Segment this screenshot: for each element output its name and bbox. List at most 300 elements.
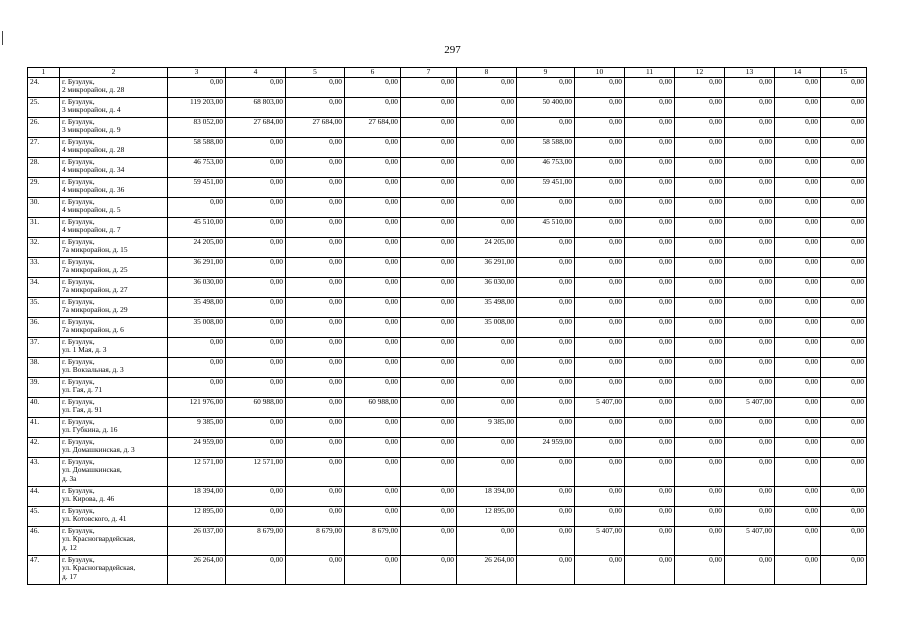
address-line: ул. Губкина, д. 16 bbox=[62, 425, 118, 435]
value-cell: 0,00 bbox=[517, 486, 575, 506]
value-cell: 0,00 bbox=[168, 197, 226, 217]
value-cell: 12 571,00 bbox=[168, 457, 226, 486]
value-cell: 0,00 bbox=[725, 197, 775, 217]
value-cell: 0,00 bbox=[401, 97, 457, 117]
value-cell: 0,00 bbox=[401, 197, 457, 217]
value-cell: 0,00 bbox=[517, 317, 575, 337]
value-cell: 0,00 bbox=[725, 337, 775, 357]
value-cell: 0,00 bbox=[575, 297, 625, 317]
value-cell: 0,00 bbox=[675, 157, 725, 177]
value-cell: 0,00 bbox=[625, 277, 675, 297]
value-cell: 0,00 bbox=[226, 506, 286, 526]
address-cell bbox=[60, 357, 168, 377]
address-line: г. Бузулук, bbox=[62, 97, 95, 106]
value-cell: 0,00 bbox=[457, 357, 517, 377]
value-cell: 0,00 bbox=[575, 157, 625, 177]
value-cell: 0,00 bbox=[821, 77, 867, 97]
address-line: г. Бузулук, bbox=[62, 526, 95, 535]
value-cell: 68 803,00 bbox=[226, 97, 286, 117]
value-cell: 0,00 bbox=[675, 97, 725, 117]
row-number: 41. bbox=[28, 417, 60, 437]
value-cell: 0,00 bbox=[775, 417, 821, 437]
value-cell: 0,00 bbox=[625, 117, 675, 137]
row-number: 36. bbox=[28, 317, 60, 337]
value-cell: 0,00 bbox=[286, 297, 345, 317]
value-cell: 0,00 bbox=[575, 117, 625, 137]
address-line: ул. Гая, д. 71 bbox=[62, 385, 103, 395]
table-row bbox=[28, 117, 867, 137]
table-row bbox=[28, 277, 867, 297]
value-cell: 0,00 bbox=[575, 377, 625, 397]
value-cell: 0,00 bbox=[675, 417, 725, 437]
value-cell: 0,00 bbox=[345, 457, 401, 486]
value-cell: 0,00 bbox=[775, 297, 821, 317]
address-line: г. Бузулук, bbox=[62, 437, 95, 446]
value-cell: 0,00 bbox=[517, 397, 575, 417]
value-cell: 0,00 bbox=[345, 297, 401, 317]
value-cell: 0,00 bbox=[345, 197, 401, 217]
value-cell: 0,00 bbox=[575, 217, 625, 237]
value-cell: 24 205,00 bbox=[457, 237, 517, 257]
value-cell: 0,00 bbox=[457, 337, 517, 357]
value-cell: 0,00 bbox=[286, 417, 345, 437]
address-line: г. Бузулук, bbox=[62, 237, 95, 246]
value-cell: 0,00 bbox=[345, 177, 401, 197]
address-line: г. Бузулук, bbox=[62, 337, 95, 346]
value-cell: 0,00 bbox=[286, 377, 345, 397]
address-cell bbox=[60, 317, 168, 337]
value-cell: 0,00 bbox=[625, 437, 675, 457]
value-cell: 0,00 bbox=[345, 97, 401, 117]
row-number: 29. bbox=[28, 177, 60, 197]
value-cell: 26 264,00 bbox=[457, 555, 517, 584]
table-row bbox=[28, 237, 867, 257]
value-cell: 0,00 bbox=[226, 237, 286, 257]
value-cell: 0,00 bbox=[345, 337, 401, 357]
address-line: г. Бузулук, bbox=[62, 137, 95, 146]
row-number: 37. bbox=[28, 337, 60, 357]
value-cell: 0,00 bbox=[725, 377, 775, 397]
address-cell bbox=[60, 457, 168, 486]
value-cell: 0,00 bbox=[457, 457, 517, 486]
value-cell: 0,00 bbox=[625, 297, 675, 317]
address-cell bbox=[60, 377, 168, 397]
value-cell: 0,00 bbox=[725, 277, 775, 297]
value-cell: 0,00 bbox=[226, 277, 286, 297]
value-cell: 0,00 bbox=[286, 237, 345, 257]
value-cell: 0,00 bbox=[517, 457, 575, 486]
value-cell: 0,00 bbox=[345, 486, 401, 506]
address-line: д. 17 bbox=[62, 571, 77, 581]
value-cell: 0,00 bbox=[401, 397, 457, 417]
value-cell: 60 988,00 bbox=[345, 397, 401, 417]
value-cell: 0,00 bbox=[575, 277, 625, 297]
value-cell: 0,00 bbox=[517, 257, 575, 277]
address-cell bbox=[60, 277, 168, 297]
value-cell: 0,00 bbox=[725, 237, 775, 257]
value-cell: 0,00 bbox=[286, 506, 345, 526]
value-cell: 0,00 bbox=[168, 77, 226, 97]
value-cell: 24 959,00 bbox=[517, 437, 575, 457]
value-cell: 0,00 bbox=[226, 77, 286, 97]
value-cell: 0,00 bbox=[286, 217, 345, 237]
value-cell: 0,00 bbox=[675, 257, 725, 277]
value-cell: 0,00 bbox=[725, 417, 775, 437]
value-cell: 0,00 bbox=[286, 277, 345, 297]
value-cell: 0,00 bbox=[821, 97, 867, 117]
row-number: 39. bbox=[28, 377, 60, 397]
value-cell: 5 407,00 bbox=[725, 397, 775, 417]
table-row bbox=[28, 357, 867, 377]
address-line: г. Бузулук, bbox=[62, 217, 95, 226]
value-cell: 0,00 bbox=[725, 77, 775, 97]
value-cell: 0,00 bbox=[821, 197, 867, 217]
value-cell: 0,00 bbox=[345, 555, 401, 584]
value-cell: 0,00 bbox=[725, 117, 775, 137]
value-cell: 0,00 bbox=[575, 77, 625, 97]
value-cell: 0,00 bbox=[675, 217, 725, 237]
table-row bbox=[28, 77, 867, 97]
value-cell: 0,00 bbox=[725, 97, 775, 117]
value-cell: 35 498,00 bbox=[168, 297, 226, 317]
value-cell: 0,00 bbox=[625, 377, 675, 397]
address-cell bbox=[60, 177, 168, 197]
address-cell bbox=[60, 137, 168, 157]
value-cell: 8 679,00 bbox=[345, 526, 401, 555]
table-row bbox=[28, 137, 867, 157]
value-cell: 0,00 bbox=[286, 337, 345, 357]
row-number: 28. bbox=[28, 157, 60, 177]
value-cell: 0,00 bbox=[517, 526, 575, 555]
address-cell bbox=[60, 337, 168, 357]
table-row bbox=[28, 486, 867, 506]
value-cell: 0,00 bbox=[821, 157, 867, 177]
column-header: 1 bbox=[28, 68, 60, 78]
page-number: 297 bbox=[444, 44, 461, 56]
value-cell: 0,00 bbox=[575, 197, 625, 217]
value-cell: 0,00 bbox=[575, 357, 625, 377]
value-cell: 0,00 bbox=[775, 457, 821, 486]
value-cell: 0,00 bbox=[517, 77, 575, 97]
value-cell: 0,00 bbox=[821, 217, 867, 237]
address-cell bbox=[60, 526, 168, 555]
value-cell: 0,00 bbox=[675, 77, 725, 97]
address-cell bbox=[60, 237, 168, 257]
value-cell: 0,00 bbox=[575, 437, 625, 457]
value-cell: 0,00 bbox=[226, 555, 286, 584]
column-header: 5 bbox=[286, 68, 345, 78]
value-cell: 0,00 bbox=[575, 337, 625, 357]
value-cell: 0,00 bbox=[575, 506, 625, 526]
value-cell: 0,00 bbox=[517, 337, 575, 357]
value-cell: 0,00 bbox=[821, 317, 867, 337]
address-line: 3 микрорайон, д. 9 bbox=[62, 125, 121, 135]
value-cell: 12 571,00 bbox=[226, 457, 286, 486]
value-cell: 0,00 bbox=[675, 506, 725, 526]
address-line: 4 микрорайон, д. 5 bbox=[62, 205, 121, 215]
address-line: г. Бузулук, bbox=[62, 377, 95, 386]
value-cell: 0,00 bbox=[575, 237, 625, 257]
value-cell: 0,00 bbox=[575, 417, 625, 437]
row-number: 30. bbox=[28, 197, 60, 217]
value-cell: 0,00 bbox=[675, 526, 725, 555]
address-cell bbox=[60, 506, 168, 526]
row-number: 31. bbox=[28, 217, 60, 237]
value-cell: 45 510,00 bbox=[517, 217, 575, 237]
value-cell: 0,00 bbox=[775, 437, 821, 457]
table-row bbox=[28, 457, 867, 486]
value-cell: 0,00 bbox=[345, 317, 401, 337]
address-cell bbox=[60, 297, 168, 317]
value-cell: 0,00 bbox=[725, 437, 775, 457]
value-cell: 0,00 bbox=[675, 137, 725, 157]
value-cell: 0,00 bbox=[775, 526, 821, 555]
address-cell bbox=[60, 555, 168, 584]
column-header: 15 bbox=[821, 68, 867, 78]
value-cell: 0,00 bbox=[675, 555, 725, 584]
value-cell: 0,00 bbox=[675, 486, 725, 506]
address-line: г. Бузулук, bbox=[62, 77, 95, 86]
address-line: ул. 1 Мая, д. 3 bbox=[62, 345, 107, 355]
value-cell: 0,00 bbox=[345, 77, 401, 97]
value-cell: 0,00 bbox=[517, 297, 575, 317]
value-cell: 0,00 bbox=[345, 417, 401, 437]
column-header: 6 bbox=[345, 68, 401, 78]
value-cell: 5 407,00 bbox=[575, 526, 625, 555]
value-cell: 0,00 bbox=[625, 137, 675, 157]
value-cell: 0,00 bbox=[775, 237, 821, 257]
value-cell: 0,00 bbox=[775, 555, 821, 584]
address-line: г. Бузулук, bbox=[62, 257, 95, 266]
column-header: 7 bbox=[401, 68, 457, 78]
value-cell: 0,00 bbox=[168, 337, 226, 357]
address-line: г. Бузулук, bbox=[62, 317, 95, 326]
address-line: 3 микрорайон, д. 4 bbox=[62, 105, 121, 115]
value-cell: 46 753,00 bbox=[517, 157, 575, 177]
value-cell: 59 451,00 bbox=[517, 177, 575, 197]
address-cell bbox=[60, 397, 168, 417]
value-cell: 0,00 bbox=[575, 555, 625, 584]
value-cell: 0,00 bbox=[286, 437, 345, 457]
row-number: 40. bbox=[28, 397, 60, 417]
value-cell: 0,00 bbox=[775, 197, 821, 217]
value-cell: 0,00 bbox=[775, 137, 821, 157]
value-cell: 0,00 bbox=[226, 417, 286, 437]
address-line: г. Бузулук, bbox=[62, 457, 95, 466]
value-cell: 0,00 bbox=[675, 437, 725, 457]
value-cell: 0,00 bbox=[625, 197, 675, 217]
value-cell: 0,00 bbox=[775, 257, 821, 277]
address-cell bbox=[60, 77, 168, 97]
address-cell bbox=[60, 486, 168, 506]
value-cell: 18 394,00 bbox=[168, 486, 226, 506]
value-cell: 0,00 bbox=[725, 217, 775, 237]
table-row bbox=[28, 526, 867, 555]
value-cell: 0,00 bbox=[401, 277, 457, 297]
address-line: ул. Кирова, д. 46 bbox=[62, 494, 115, 504]
value-cell: 0,00 bbox=[226, 486, 286, 506]
value-cell: 0,00 bbox=[775, 277, 821, 297]
value-cell: 0,00 bbox=[625, 317, 675, 337]
value-cell: 0,00 bbox=[575, 257, 625, 277]
value-cell: 35 008,00 bbox=[457, 317, 517, 337]
value-cell: 9 385,00 bbox=[457, 417, 517, 437]
value-cell: 0,00 bbox=[457, 197, 517, 217]
column-header: 13 bbox=[725, 68, 775, 78]
value-cell: 0,00 bbox=[457, 157, 517, 177]
value-cell: 0,00 bbox=[775, 357, 821, 377]
value-cell: 0,00 bbox=[675, 397, 725, 417]
value-cell: 60 988,00 bbox=[226, 397, 286, 417]
address-line: 7а микрорайон, д. 6 bbox=[62, 325, 124, 335]
value-cell: 0,00 bbox=[775, 97, 821, 117]
value-cell: 0,00 bbox=[457, 117, 517, 137]
value-cell: 0,00 bbox=[821, 486, 867, 506]
value-cell: 0,00 bbox=[401, 377, 457, 397]
value-cell: 0,00 bbox=[625, 257, 675, 277]
value-cell: 0,00 bbox=[401, 217, 457, 237]
address-line: 7а микрорайон, д. 27 bbox=[62, 285, 128, 295]
value-cell: 0,00 bbox=[345, 377, 401, 397]
value-cell: 0,00 bbox=[226, 217, 286, 237]
value-cell: 0,00 bbox=[286, 197, 345, 217]
address-cell bbox=[60, 97, 168, 117]
address-line: д. 3а bbox=[62, 473, 77, 483]
register-table bbox=[27, 67, 867, 585]
value-cell: 0,00 bbox=[775, 377, 821, 397]
value-cell: 0,00 bbox=[575, 486, 625, 506]
value-cell: 0,00 bbox=[226, 317, 286, 337]
value-cell: 0,00 bbox=[517, 277, 575, 297]
value-cell: 0,00 bbox=[226, 257, 286, 277]
value-cell: 121 976,00 bbox=[168, 397, 226, 417]
address-line: г. Бузулук, bbox=[62, 117, 95, 126]
value-cell: 0,00 bbox=[226, 137, 286, 157]
value-cell: 0,00 bbox=[821, 397, 867, 417]
value-cell: 0,00 bbox=[625, 77, 675, 97]
value-cell: 0,00 bbox=[625, 357, 675, 377]
value-cell: 0,00 bbox=[286, 555, 345, 584]
address-cell bbox=[60, 437, 168, 457]
value-cell: 0,00 bbox=[775, 217, 821, 237]
address-cell bbox=[60, 197, 168, 217]
table-row bbox=[28, 297, 867, 317]
value-cell: 12 895,00 bbox=[168, 506, 226, 526]
value-cell: 0,00 bbox=[457, 177, 517, 197]
value-cell: 0,00 bbox=[675, 357, 725, 377]
address-line: г. Бузулук, bbox=[62, 297, 95, 306]
value-cell: 0,00 bbox=[821, 237, 867, 257]
value-cell: 0,00 bbox=[168, 357, 226, 377]
table-row bbox=[28, 257, 867, 277]
value-cell: 0,00 bbox=[725, 486, 775, 506]
margin-mark bbox=[2, 31, 3, 45]
value-cell: 0,00 bbox=[401, 506, 457, 526]
value-cell: 27 684,00 bbox=[345, 117, 401, 137]
value-cell: 0,00 bbox=[675, 337, 725, 357]
value-cell: 0,00 bbox=[725, 177, 775, 197]
value-cell: 0,00 bbox=[401, 137, 457, 157]
value-cell: 0,00 bbox=[401, 297, 457, 317]
column-header: 12 bbox=[675, 68, 725, 78]
value-cell: 12 895,00 bbox=[457, 506, 517, 526]
address-cell bbox=[60, 257, 168, 277]
column-header: 9 bbox=[517, 68, 575, 78]
value-cell: 24 959,00 bbox=[168, 437, 226, 457]
value-cell: 0,00 bbox=[725, 317, 775, 337]
address-cell bbox=[60, 417, 168, 437]
value-cell: 0,00 bbox=[226, 357, 286, 377]
value-cell: 0,00 bbox=[457, 217, 517, 237]
table-row bbox=[28, 97, 867, 117]
value-cell: 0,00 bbox=[575, 137, 625, 157]
value-cell: 0,00 bbox=[226, 177, 286, 197]
address-line: 4 микрорайон, д. 36 bbox=[62, 185, 125, 195]
value-cell: 58 588,00 bbox=[168, 137, 226, 157]
value-cell: 0,00 bbox=[625, 457, 675, 486]
row-number: 25. bbox=[28, 97, 60, 117]
address-line: г. Бузулук, bbox=[62, 506, 95, 515]
value-cell: 0,00 bbox=[517, 197, 575, 217]
value-cell: 0,00 bbox=[625, 506, 675, 526]
address-line: ул. Домашкинская, bbox=[62, 465, 122, 475]
value-cell: 35 008,00 bbox=[168, 317, 226, 337]
address-line: г. Бузулук, bbox=[62, 486, 95, 495]
value-cell: 0,00 bbox=[168, 377, 226, 397]
table-row bbox=[28, 217, 867, 237]
row-number: 26. bbox=[28, 117, 60, 137]
value-cell: 0,00 bbox=[345, 506, 401, 526]
row-number: 38. bbox=[28, 357, 60, 377]
table-row bbox=[28, 337, 867, 357]
address-line: г. Бузулук, bbox=[62, 177, 95, 186]
value-cell: 0,00 bbox=[775, 486, 821, 506]
address-line: г. Бузулук, bbox=[62, 555, 95, 564]
address-line: ул. Котовского, д. 41 bbox=[62, 514, 127, 524]
value-cell: 0,00 bbox=[821, 526, 867, 555]
value-cell: 0,00 bbox=[675, 457, 725, 486]
value-cell: 24 205,00 bbox=[168, 237, 226, 257]
value-cell: 5 407,00 bbox=[575, 397, 625, 417]
value-cell: 0,00 bbox=[821, 277, 867, 297]
value-cell: 36 030,00 bbox=[457, 277, 517, 297]
value-cell: 0,00 bbox=[625, 217, 675, 237]
address-line: г. Бузулук, bbox=[62, 157, 95, 166]
value-cell: 0,00 bbox=[775, 397, 821, 417]
value-cell: 0,00 bbox=[775, 337, 821, 357]
value-cell: 0,00 bbox=[345, 217, 401, 237]
address-line: г. Бузулук, bbox=[62, 197, 95, 206]
address-cell bbox=[60, 157, 168, 177]
row-number: 27. bbox=[28, 137, 60, 157]
value-cell: 0,00 bbox=[286, 77, 345, 97]
address-cell bbox=[60, 217, 168, 237]
value-cell: 0,00 bbox=[401, 417, 457, 437]
value-cell: 0,00 bbox=[821, 257, 867, 277]
value-cell: 0,00 bbox=[821, 417, 867, 437]
address-line: 7а микрорайон, д. 25 bbox=[62, 265, 128, 275]
value-cell: 0,00 bbox=[775, 157, 821, 177]
value-cell: 27 684,00 bbox=[286, 117, 345, 137]
value-cell: 0,00 bbox=[457, 77, 517, 97]
row-number: 35. bbox=[28, 297, 60, 317]
value-cell: 0,00 bbox=[575, 317, 625, 337]
value-cell: 83 052,00 bbox=[168, 117, 226, 137]
row-number: 33. bbox=[28, 257, 60, 277]
value-cell: 0,00 bbox=[517, 117, 575, 137]
column-header: 2 bbox=[60, 68, 168, 78]
value-cell: 0,00 bbox=[401, 555, 457, 584]
